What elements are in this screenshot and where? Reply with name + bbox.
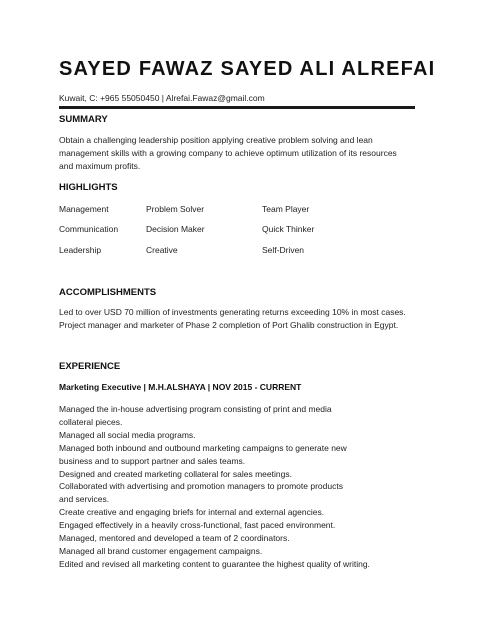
duty-line: Managed the in-house advertising program consisting of print and media (59, 404, 332, 414)
duty-line: Engaged effectively in a heavily cross-functional, fast paced environment. (59, 520, 336, 531)
highlight-item: Problem Solver (146, 204, 205, 214)
duty-line: Edited and revised all marketing content to guarantee the highest quality of writing. (59, 558, 370, 569)
summary-line: management skills with a growing company to achieve optimum utilization of its resources (59, 148, 397, 158)
duty-line: and services. (59, 494, 110, 505)
highlight-item: Team Player (262, 204, 310, 214)
highlight-item: Communication (59, 224, 119, 234)
duty-line: Managed, mentored and developed a team of 2 coordinators. (59, 533, 290, 544)
job-title-line: Marketing Executive | M.H.ALSHAYA | NOV 2015 - CURRENT (59, 382, 302, 392)
duty-line: Designed and created marketing collateral for sales meetings. (59, 468, 292, 479)
highlights-heading: HIGHLIGHTS (59, 182, 118, 193)
duty-line: Create creative and engaging briefs for internal and external agencies. (59, 507, 325, 518)
summary-text (59, 134, 439, 173)
highlight-item: Self-Driven (262, 245, 305, 255)
summary-line: Obtain a challenging leadership position applying creative problem solving and lean (59, 135, 373, 145)
highlight-item: Management (59, 204, 109, 214)
accomplishment-line: Project manager and marketer of Phase 2 completion of Port Ghalib construction in Egypt. (59, 320, 399, 330)
accomplishments-heading: ACCOMPLISHMENTS (59, 287, 157, 298)
duty-line: business and to support partner and sales teams. (59, 455, 246, 466)
duty-line: collateral pieces. (59, 416, 123, 427)
header-divider (59, 106, 415, 109)
highlight-item: Leadership (59, 245, 102, 255)
contact-line: Kuwait, C: +965 55050450 | Alrefai.Fawaz@gmail.com (59, 93, 265, 103)
accomplishments-text (59, 306, 439, 332)
duty-line: Managed both inbound and outbound marketing campaigns to generate new (59, 442, 347, 453)
duty-line: Managed all brand customer engagement campaigns. (59, 545, 263, 556)
experience-heading: EXPERIENCE (59, 361, 121, 372)
candidate-name: SAYED FAWAZ SAYED ALI ALREFAI (59, 58, 436, 80)
highlight-item: Creative (146, 245, 178, 255)
duty-line: Managed all social media programs. (59, 429, 196, 440)
summary-line: and maximum profits. (59, 161, 141, 171)
summary-heading: SUMMARY (59, 114, 108, 125)
duty-line: Collaborated with advertising and promotion managers to promote products (59, 481, 343, 492)
experience-duties (59, 403, 370, 571)
accomplishment-line: Led to over USD 70 million of investments generating returns exceeding 10% in most cases. (59, 307, 406, 317)
highlight-item: Quick Thinker (262, 224, 315, 234)
highlight-item: Decision Maker (146, 224, 205, 234)
